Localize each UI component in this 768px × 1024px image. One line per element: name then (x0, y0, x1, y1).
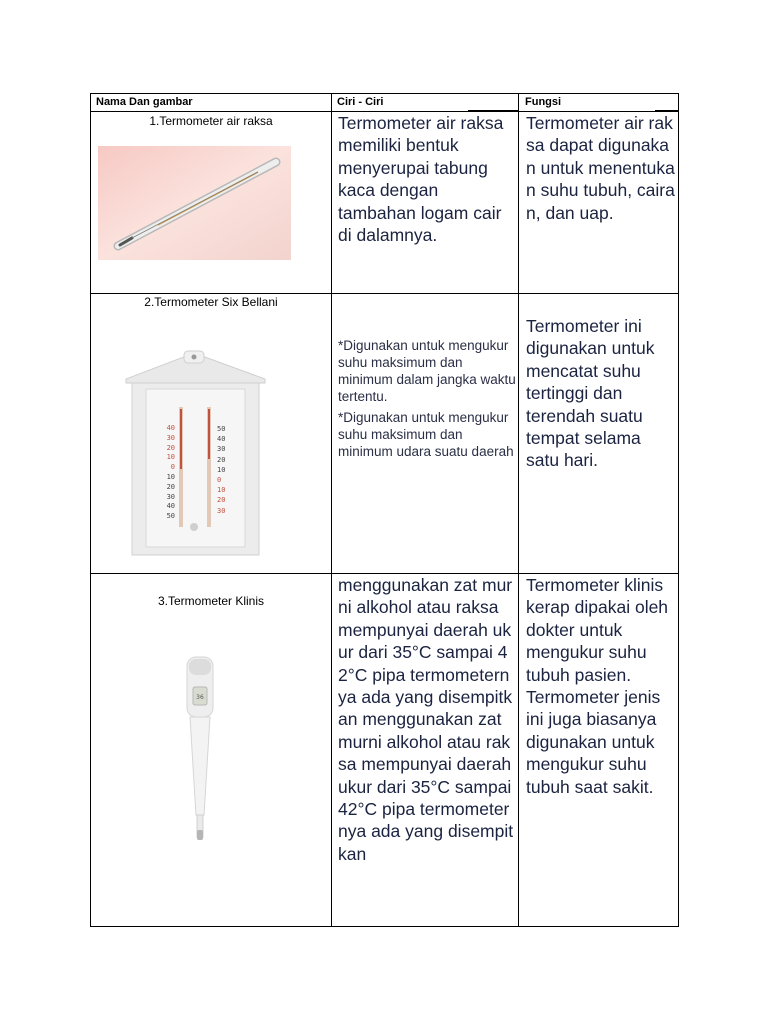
ciri-air-raksa-text: Termometer air raksa memiliki bentuk menyerupai tabung kaca dengan tambahan logam cair di dalamnya. (338, 113, 504, 246)
digital-clinical-thermometer-image (182, 655, 218, 845)
svg-text:36: 36 (196, 694, 204, 701)
row-divider-1 (90, 293, 679, 294)
row-title-air-raksa: 1.Termometer air raksa (149, 114, 273, 128)
fungsi-six-bellani-text: Termometer ini digunakan untuk mencatat suhu tertinggi dan terendah suatu tempat selama satu hari. (526, 316, 655, 471)
scale-right-tick: 30 (217, 445, 226, 454)
table-border-top (90, 93, 679, 94)
ciri-air-raksa (338, 112, 518, 246)
scale-right-tick: 20 (217, 455, 226, 464)
header-ciri-ciri: Ciri - Ciri (337, 96, 384, 108)
six-bellani-scale-right (217, 424, 235, 516)
ciri-six-bellani (338, 337, 516, 460)
scale-left-tick: 20 (166, 443, 175, 452)
table-border-right (678, 93, 679, 927)
mercury-thermometer-image (98, 146, 291, 260)
ciri-six-bellani-point-1: *Digunakan untuk mengukur suhu maksimum dan minimum dalam jangka waktu tertentu. (338, 338, 516, 404)
fungsi-air-raksa (526, 112, 676, 224)
scale-left-tick: 30 (166, 433, 175, 442)
scale-left-tick: 40 (166, 502, 175, 511)
row-title-six-bellani: 2.Termometer Six Bellani (144, 295, 278, 309)
header-fungsi: Fungsi (525, 96, 562, 108)
scale-right-tick: 20 (217, 496, 226, 505)
scale-right-tick: 40 (217, 435, 226, 444)
scale-right-tick: 50 (217, 425, 226, 433)
column-divider-1 (331, 93, 332, 927)
ciri-six-bellani-point-2: *Digunakan untuk mengukur suhu maksimum dan minimum udara suatu daerah (338, 410, 514, 459)
scale-right-tick: 10 (217, 486, 226, 495)
fungsi-klinis-text: Termometer klinis kerap dipakai oleh dokter untuk mengukur suhu tubuh pasien. Termometer jenis ini juga biasanya digunakan untuk mengukur suhu tubuh saat sakit. (526, 575, 669, 797)
fungsi-six-bellani (526, 315, 676, 472)
column-divider-2 (518, 93, 519, 927)
stray-line-fungsi (655, 110, 678, 111)
stray-line-ciri (468, 110, 518, 111)
six-bellani-thermometer-image (124, 349, 267, 561)
scale-left-tick: 30 (166, 492, 175, 501)
header-nama-dan-gambar: Nama Dan gambar (96, 96, 193, 108)
scale-right-tick: 10 (217, 465, 226, 474)
ciri-klinis (338, 574, 516, 865)
scale-left-tick: 50 (166, 512, 175, 521)
scale-left-tick: 10 (166, 472, 175, 481)
scale-left-tick: 10 (166, 453, 175, 462)
fungsi-air-raksa-text: Termometer air raksa dapat digunakan untuk menentukan suhu tubuh, cairan, dan uap. (526, 113, 675, 223)
scale-right-tick: 0 (217, 476, 222, 485)
ciri-klinis-text: menggunakan zat murni alkohol atau raksa mempunyai daerah ukur dari 35°C sampai 42°C pipa termometernya ada yang disempitkan menggunakan zat murni alkohol atau raksa mempunyai daerah ukur dari 35°C sampai 42°C pipa termometernya ada yang disempitkan (338, 575, 514, 864)
row-title-klinis: 3.Termometer Klinis (157, 594, 265, 608)
scale-left-tick: 40 (166, 424, 175, 432)
scale-left-tick: 0 (170, 463, 175, 472)
table-border-left (90, 93, 91, 927)
table-border-bottom (90, 926, 679, 927)
scale-left-tick: 20 (166, 482, 175, 491)
scale-right-tick: 30 (217, 506, 226, 515)
fungsi-klinis (526, 574, 676, 798)
six-bellani-scale-left (157, 424, 175, 522)
